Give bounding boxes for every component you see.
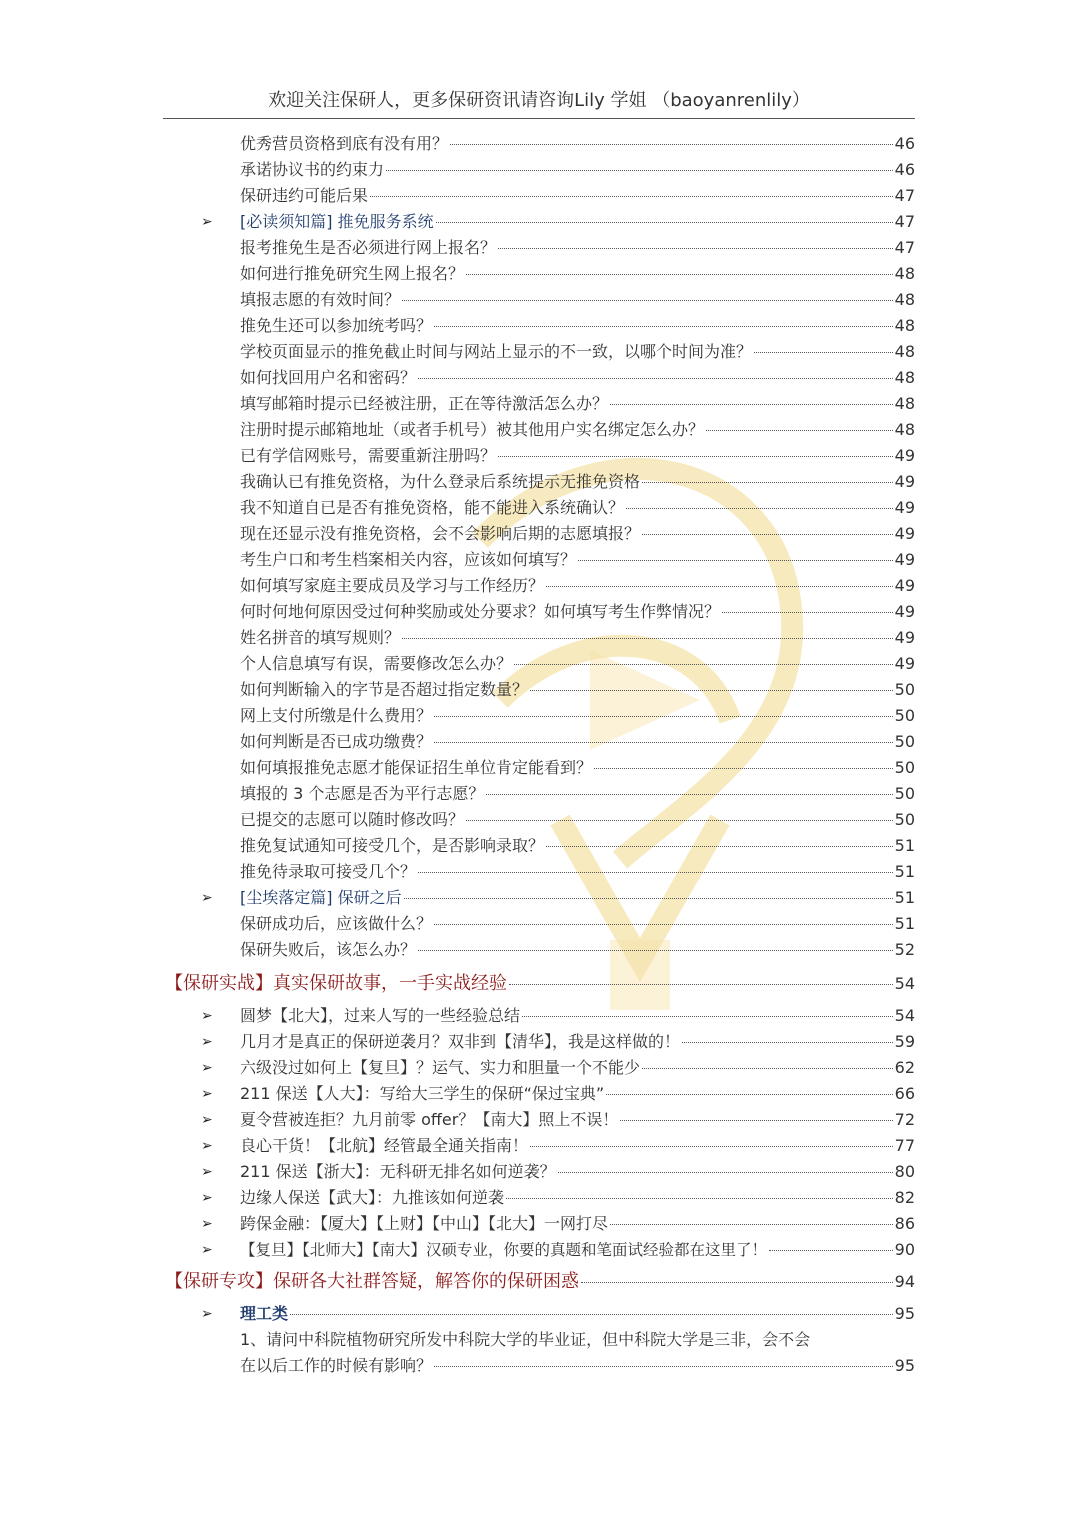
page-number: 49 xyxy=(894,472,915,491)
page-number: 51 xyxy=(894,888,915,907)
page-number: 82 xyxy=(894,1188,915,1207)
page-number: 49 xyxy=(894,602,915,621)
toc-entry[interactable]: 我不知道自已是否有推免资格，能不能进入系统确认？ 49 xyxy=(240,498,915,517)
toc-entry[interactable]: 如何填写家庭主要成员及学习与工作经历？ 49 xyxy=(240,576,915,595)
toc-entry[interactable]: 姓名拼音的填写规则？ 49 xyxy=(240,628,915,647)
toc-entry[interactable]: 我确认已有推免资格，为什么登录后系统提示无推免资格 49 xyxy=(240,472,915,491)
toc-category-entry[interactable]: 理工类 95 xyxy=(240,1304,915,1323)
page-number: 48 xyxy=(894,342,915,361)
arrow-bullet-icon: ➢ xyxy=(201,214,213,230)
page-number: 47 xyxy=(894,212,915,231)
dot-leader xyxy=(402,300,893,301)
page-number: 50 xyxy=(894,784,915,803)
toc-story-entry[interactable]: 六级没过如何上【复旦】？运气、实力和胆量一个不能少 62 xyxy=(240,1058,915,1077)
page-number: 50 xyxy=(894,706,915,725)
toc-question-line[interactable]: 1、请问中科院植物研究所发中科院大学的毕业证，但中科院大学是三非，会不会 xyxy=(240,1330,811,1349)
dot-leader xyxy=(506,1198,893,1199)
dot-leader xyxy=(626,508,893,509)
page-number: 49 xyxy=(894,576,915,595)
dot-leader xyxy=(434,742,893,743)
dot-leader xyxy=(642,1068,893,1069)
dot-leader xyxy=(558,1172,893,1173)
dot-leader xyxy=(594,768,893,769)
toc-chapter-entry[interactable]: 【保研专攻】保研各大社群答疑，解答你的保研困惑 94 xyxy=(165,1271,915,1292)
toc-entry[interactable]: 在以后工作的时候有影响？ 95 xyxy=(240,1356,915,1375)
dot-leader xyxy=(436,222,893,223)
page-number: 50 xyxy=(894,732,915,751)
toc-entry[interactable]: 考生户口和考生档案相关内容，应该如何填写？ 49 xyxy=(240,550,915,569)
page-number: 50 xyxy=(894,810,915,829)
dot-leader xyxy=(404,898,893,899)
dot-leader xyxy=(754,352,893,353)
page-number: 54 xyxy=(894,1006,915,1025)
dot-leader xyxy=(530,690,893,691)
dot-leader xyxy=(418,950,893,951)
toc-entry[interactable]: 保研成功后，应该做什么？ 51 xyxy=(240,914,915,933)
dot-leader xyxy=(581,1282,893,1283)
page-number: 50 xyxy=(894,680,915,699)
arrow-bullet-icon: ➢ xyxy=(201,1008,213,1024)
page-number: 90 xyxy=(894,1240,915,1259)
dot-leader xyxy=(402,638,893,639)
toc-entry[interactable]: 如何判断输入的字节是否超过指定数量？ 50 xyxy=(240,680,915,699)
dot-leader xyxy=(498,456,893,457)
dot-leader xyxy=(610,404,893,405)
arrow-bullet-icon: ➢ xyxy=(201,1138,213,1154)
page-number: 49 xyxy=(894,498,915,517)
arrow-bullet-icon: ➢ xyxy=(201,890,213,906)
page-number: 50 xyxy=(894,758,915,777)
toc-entry[interactable]: 优秀营员资格到底有没有用？ 46 xyxy=(240,134,915,153)
toc-section-entry[interactable]: [必读须知篇] 推免服务系统 47 xyxy=(240,212,915,231)
toc-entry[interactable]: 已提交的志愿可以随时修改吗？ 50 xyxy=(240,810,915,829)
dot-leader xyxy=(642,482,893,483)
page-number: 48 xyxy=(894,420,915,439)
dot-leader xyxy=(386,170,893,171)
dot-leader xyxy=(706,430,893,431)
page-number: 51 xyxy=(894,862,915,881)
page-number: 72 xyxy=(894,1110,915,1129)
toc-story-entry[interactable]: 边缘人保送【武大】：九推该如何逆袭 82 xyxy=(240,1188,915,1207)
dot-leader xyxy=(418,378,893,379)
page-number: 62 xyxy=(894,1058,915,1077)
page-number: 95 xyxy=(894,1356,915,1375)
dot-leader xyxy=(434,326,893,327)
page-number: 47 xyxy=(894,186,915,205)
toc-section-entry[interactable]: [尘埃落定篇] 保研之后 51 xyxy=(240,888,915,907)
dot-leader xyxy=(682,1042,893,1043)
page-number: 48 xyxy=(894,264,915,283)
arrow-bullet-icon: ➢ xyxy=(201,1306,213,1322)
page-number: 59 xyxy=(894,1032,915,1051)
dot-leader xyxy=(434,924,893,925)
dot-leader xyxy=(370,196,893,197)
page-number: 95 xyxy=(894,1304,915,1323)
toc-entry[interactable]: 推免待录取可接受几个？ 51 xyxy=(240,862,915,881)
page-number: 49 xyxy=(894,550,915,569)
arrow-bullet-icon: ➢ xyxy=(201,1086,213,1102)
arrow-bullet-icon: ➢ xyxy=(201,1034,213,1050)
dot-leader xyxy=(546,586,893,587)
page-number: 49 xyxy=(894,524,915,543)
page-header-title: 欢迎关注保研人，更多保研资讯请咨询Lily 学姐 （baoyanrenlily） xyxy=(268,90,810,111)
page-number: 46 xyxy=(894,134,915,153)
page-number: 77 xyxy=(894,1136,915,1155)
toc-entry[interactable]: 推免生还可以参加统考吗？ 48 xyxy=(240,316,915,335)
toc-entry[interactable]: 如何找回用户名和密码？ 48 xyxy=(240,368,915,387)
dot-leader xyxy=(434,716,893,717)
dot-leader xyxy=(530,1146,893,1147)
dot-leader xyxy=(642,534,893,535)
dot-leader xyxy=(498,248,893,249)
page-number: 94 xyxy=(894,1272,915,1291)
page-number: 49 xyxy=(894,628,915,647)
dot-leader xyxy=(606,1094,892,1095)
toc-story-entry[interactable]: 几月才是真正的保研逆袭月？双非到【清华】，我是这样做的！ 59 xyxy=(240,1032,915,1051)
arrow-bullet-icon: ➢ xyxy=(201,1190,213,1206)
dot-leader xyxy=(514,664,893,665)
toc-entry[interactable]: 填报的 3 个志愿是否为平行志愿？ 50 xyxy=(240,784,915,803)
toc-entry[interactable]: 何时何地何原因受过何种奖励或处分要求？如何填写考生作弊情况？ 49 xyxy=(240,602,915,621)
dot-leader xyxy=(509,984,893,985)
toc-story-entry[interactable]: 圆梦【北大】，过来人写的一些经验总结 54 xyxy=(240,1006,915,1025)
dot-leader xyxy=(450,144,893,145)
page-number: 80 xyxy=(894,1162,915,1181)
toc-entry[interactable]: 已有学信网账号，需要重新注册吗？ 49 xyxy=(240,446,915,465)
toc-entry[interactable]: 填报志愿的有效时间？ 48 xyxy=(240,290,915,309)
dot-leader xyxy=(466,274,893,275)
toc-story-entry[interactable]: 211 保送【人大】：写给大三学生的保研“保过宝典” 66 xyxy=(240,1084,915,1103)
toc-entry[interactable]: 承诺协议书的约束力 46 xyxy=(240,160,915,179)
toc-entry[interactable]: 网上支付所缴是什么费用？ 50 xyxy=(240,706,915,725)
page-number: 48 xyxy=(894,290,915,309)
page-number: 52 xyxy=(894,940,915,959)
page-number: 48 xyxy=(894,394,915,413)
toc-story-entry[interactable]: 良心干货！【北航】经管最全通关指南！ 77 xyxy=(240,1136,915,1155)
dot-leader xyxy=(610,1224,893,1225)
toc-entry[interactable]: 报考推免生是否必须进行网上报名？ 47 xyxy=(240,238,915,257)
page-number: 51 xyxy=(894,836,915,855)
toc-chapter-entry[interactable]: 【保研实战】真实保研故事，一手实战经验 54 xyxy=(165,973,915,994)
page-number: 49 xyxy=(894,654,915,673)
toc-story-entry[interactable]: 跨保金融：【厦大】【上财】【中山】【北大】一网打尽 86 xyxy=(240,1214,915,1233)
arrow-bullet-icon: ➢ xyxy=(201,1216,213,1232)
arrow-bullet-icon: ➢ xyxy=(201,1112,213,1128)
toc-entry[interactable]: 推免复试通知可接受几个，是否影响录取？ 51 xyxy=(240,836,915,855)
dot-leader xyxy=(620,1120,892,1121)
toc-entry[interactable]: 注册时提示邮箱地址（或者手机号）被其他用户实名绑定怎么办？ 48 xyxy=(240,420,915,439)
toc-entry[interactable]: 如何进行推免研究生网上报名？ 48 xyxy=(240,264,915,283)
toc-entry[interactable]: 如何判断是否已成功缴费？ 50 xyxy=(240,732,915,751)
dot-leader xyxy=(434,1366,893,1367)
toc-entry[interactable]: 学校页面显示的推免截止时间与网站上显示的不一致，以哪个时间为准？ 48 xyxy=(240,342,915,361)
dot-leader xyxy=(486,794,892,795)
page-number: 49 xyxy=(894,446,915,465)
dot-leader xyxy=(722,612,893,613)
dot-leader xyxy=(466,820,893,821)
toc-entry[interactable]: 现在还显示没有推免资格，会不会影响后期的志愿填报？ 49 xyxy=(240,524,915,543)
toc-entry[interactable]: 如何填报推免志愿才能保证招生单位肯定能看到？ 50 xyxy=(240,758,915,777)
dot-leader xyxy=(522,1016,893,1017)
toc-entry[interactable]: 保研违约可能后果 47 xyxy=(240,186,915,205)
toc-entry[interactable]: 填写邮箱时提示已经被注册，正在等待激活怎么办？ 48 xyxy=(240,394,915,413)
page-number: 51 xyxy=(894,914,915,933)
page-number: 47 xyxy=(894,238,915,257)
dot-leader xyxy=(290,1314,893,1315)
page-number: 48 xyxy=(894,368,915,387)
toc-story-entry[interactable]: 【复旦】【北师大】【南大】汉硕专业，你要的真题和笔面试经验都在这里了！ 90 xyxy=(240,1240,915,1259)
page-number: 54 xyxy=(894,974,915,993)
page-number: 48 xyxy=(894,316,915,335)
page-number: 86 xyxy=(894,1214,915,1233)
dot-leader xyxy=(546,846,893,847)
toc-story-entry[interactable]: 夏令营被连拒？九月前零 offer？【南大】照上不误！ 72 xyxy=(240,1110,915,1129)
arrow-bullet-icon: ➢ xyxy=(201,1060,213,1076)
dot-leader xyxy=(578,560,893,561)
dot-leader xyxy=(418,872,893,873)
page-number: 46 xyxy=(894,160,915,179)
toc-story-entry[interactable]: 211 保送【浙大】：无科研无排名如何逆袭？ 80 xyxy=(240,1162,915,1181)
page-number: 66 xyxy=(894,1084,915,1103)
dot-leader xyxy=(769,1250,893,1251)
toc-entry[interactable]: 保研失败后，该怎么办？ 52 xyxy=(240,940,915,959)
arrow-bullet-icon: ➢ xyxy=(201,1164,213,1180)
toc-entry[interactable]: 个人信息填写有误，需要修改怎么办？ 49 xyxy=(240,654,915,673)
arrow-bullet-icon: ➢ xyxy=(201,1242,213,1258)
